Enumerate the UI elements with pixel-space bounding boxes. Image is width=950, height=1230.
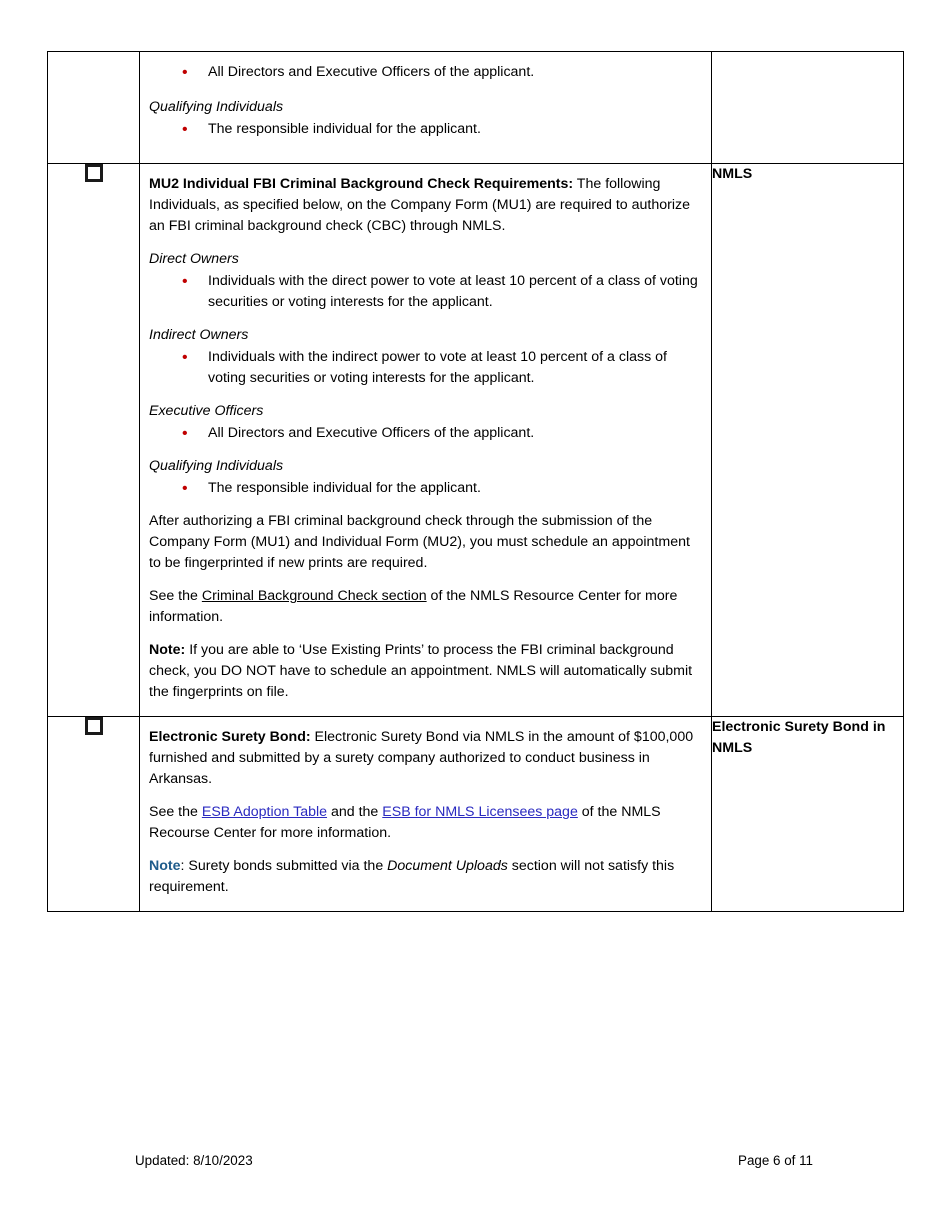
checkbox-cell-mu2-cbc[interactable] (48, 164, 140, 717)
table-row (48, 52, 904, 164)
subheading-qualifying-individuals: Qualifying Individuals (149, 99, 284, 116)
link-criminal-background-check-section[interactable]: Criminal Background Check section (201, 588, 427, 605)
list-item: • The responsible individual for the applicant. (149, 478, 698, 499)
subheading-qualifying-individuals: Qualifying Individuals (149, 458, 284, 475)
list-item: • Individuals with the direct power to vote at least 10 percent of a class of voting securities or voting interests for the applicant. (149, 271, 698, 313)
bullet-list-indirect-owners (149, 347, 698, 389)
bullet-list-directors (149, 62, 698, 83)
note-italic-document-uploads: Document Uploads (387, 858, 508, 875)
list-item: • All Directors and Executive Officers of the applicant. (149, 423, 698, 444)
page-footer (47, 1153, 903, 1168)
bullet-list-direct-owners (149, 271, 698, 313)
paragraph-esb-title (149, 727, 698, 790)
subheading-indirect-owners: Indirect Owners (149, 327, 249, 344)
note-text: If you are able to ‘Use Existing Prints’ to process the FBI criminal background check, you DO NOT have to schedule an appointment. NMLS will automatically submit the fingerprints on file. (149, 642, 693, 701)
footer-page-number: Page 6 of 11 (738, 1153, 813, 1168)
paragraph-see-esb-links (149, 802, 698, 844)
esb-title-bold: Electronic Surety Bond: (149, 729, 311, 746)
where-cell-continued (712, 52, 904, 164)
list-item: • All Directors and Executive Officers of the applicant. (149, 62, 698, 83)
list-item: • Individuals with the indirect power to vote at least 10 percent of a class of voting securities or voting interests for the applicant. (149, 347, 698, 389)
checkbox-icon[interactable] (85, 717, 103, 735)
bullet-list-qualifying-individuals (149, 478, 698, 499)
note-text-part-2: section will not satisfy this requirement. (149, 858, 675, 896)
note-text-part-1: : Surety bonds submitted via the (180, 858, 388, 875)
footer-updated-date: Updated: 8/10/2023 (135, 1153, 253, 1168)
subheading-direct-owners: Direct Owners (149, 251, 239, 268)
paragraph-see-cbc-section (149, 586, 698, 628)
where-cell-esb: Electronic Surety Bond in NMLS (712, 717, 904, 912)
paragraph-mu2-title (149, 174, 698, 237)
see-suffix-text: of the NMLS Recourse Center for more information. (149, 804, 661, 842)
see-prefix-text: See the (149, 804, 202, 821)
list-item: • The responsible individual for the applicant. (149, 119, 698, 140)
body-cell-continued (140, 52, 712, 164)
body-cell-esb (140, 717, 712, 912)
where-cell-mu2-cbc: NMLS (712, 164, 904, 717)
table-row (48, 717, 904, 912)
note-label: Note (149, 858, 181, 875)
mu2-title-bold: MU2 Individual FBI Criminal Background Check Requirements: (149, 176, 574, 193)
link-esb-for-nmls-licensees-page[interactable]: ESB for NMLS Licensees page (382, 804, 578, 821)
bullet-list-executive-officers (149, 423, 698, 444)
esb-intro-text: Electronic Surety Bond via NMLS in the amount of $100,000 furnished and submitted by a surety company authorized to conduct business in Arkansas. (149, 729, 694, 788)
body-cell-mu2-cbc (140, 164, 712, 717)
mu2-intro-text: The following Individuals, as specified below, on the Company Form (MU1) are required to authorize an FBI criminal background check (CBC) through NMLS. (149, 176, 690, 235)
checkbox-cell-continued (48, 52, 140, 164)
table-row (48, 164, 904, 717)
subheading-executive-officers: Executive Officers (149, 403, 264, 420)
checkbox-icon[interactable] (85, 164, 103, 182)
checkbox-cell-esb[interactable] (48, 717, 140, 912)
paragraph-after-authorizing: After authorizing a FBI criminal background check through the submission of the Company Form (MU1) and Individual Form (MU2), you must schedule an appointment to be fingerprinted if new prints are required. (149, 513, 690, 572)
requirements-table (47, 51, 904, 912)
see-prefix-text: See the (149, 588, 202, 605)
see-middle-text: and the (327, 804, 383, 821)
link-esb-adoption-table[interactable]: ESB Adoption Table (201, 804, 328, 821)
bullet-list-qualifying (149, 119, 698, 140)
note-label: Note: (149, 642, 186, 659)
see-suffix-text: of the NMLS Resource Center for more information. (149, 588, 678, 626)
paragraph-note-existing-prints (149, 640, 698, 703)
paragraph-note-surety-bonds (149, 856, 698, 898)
